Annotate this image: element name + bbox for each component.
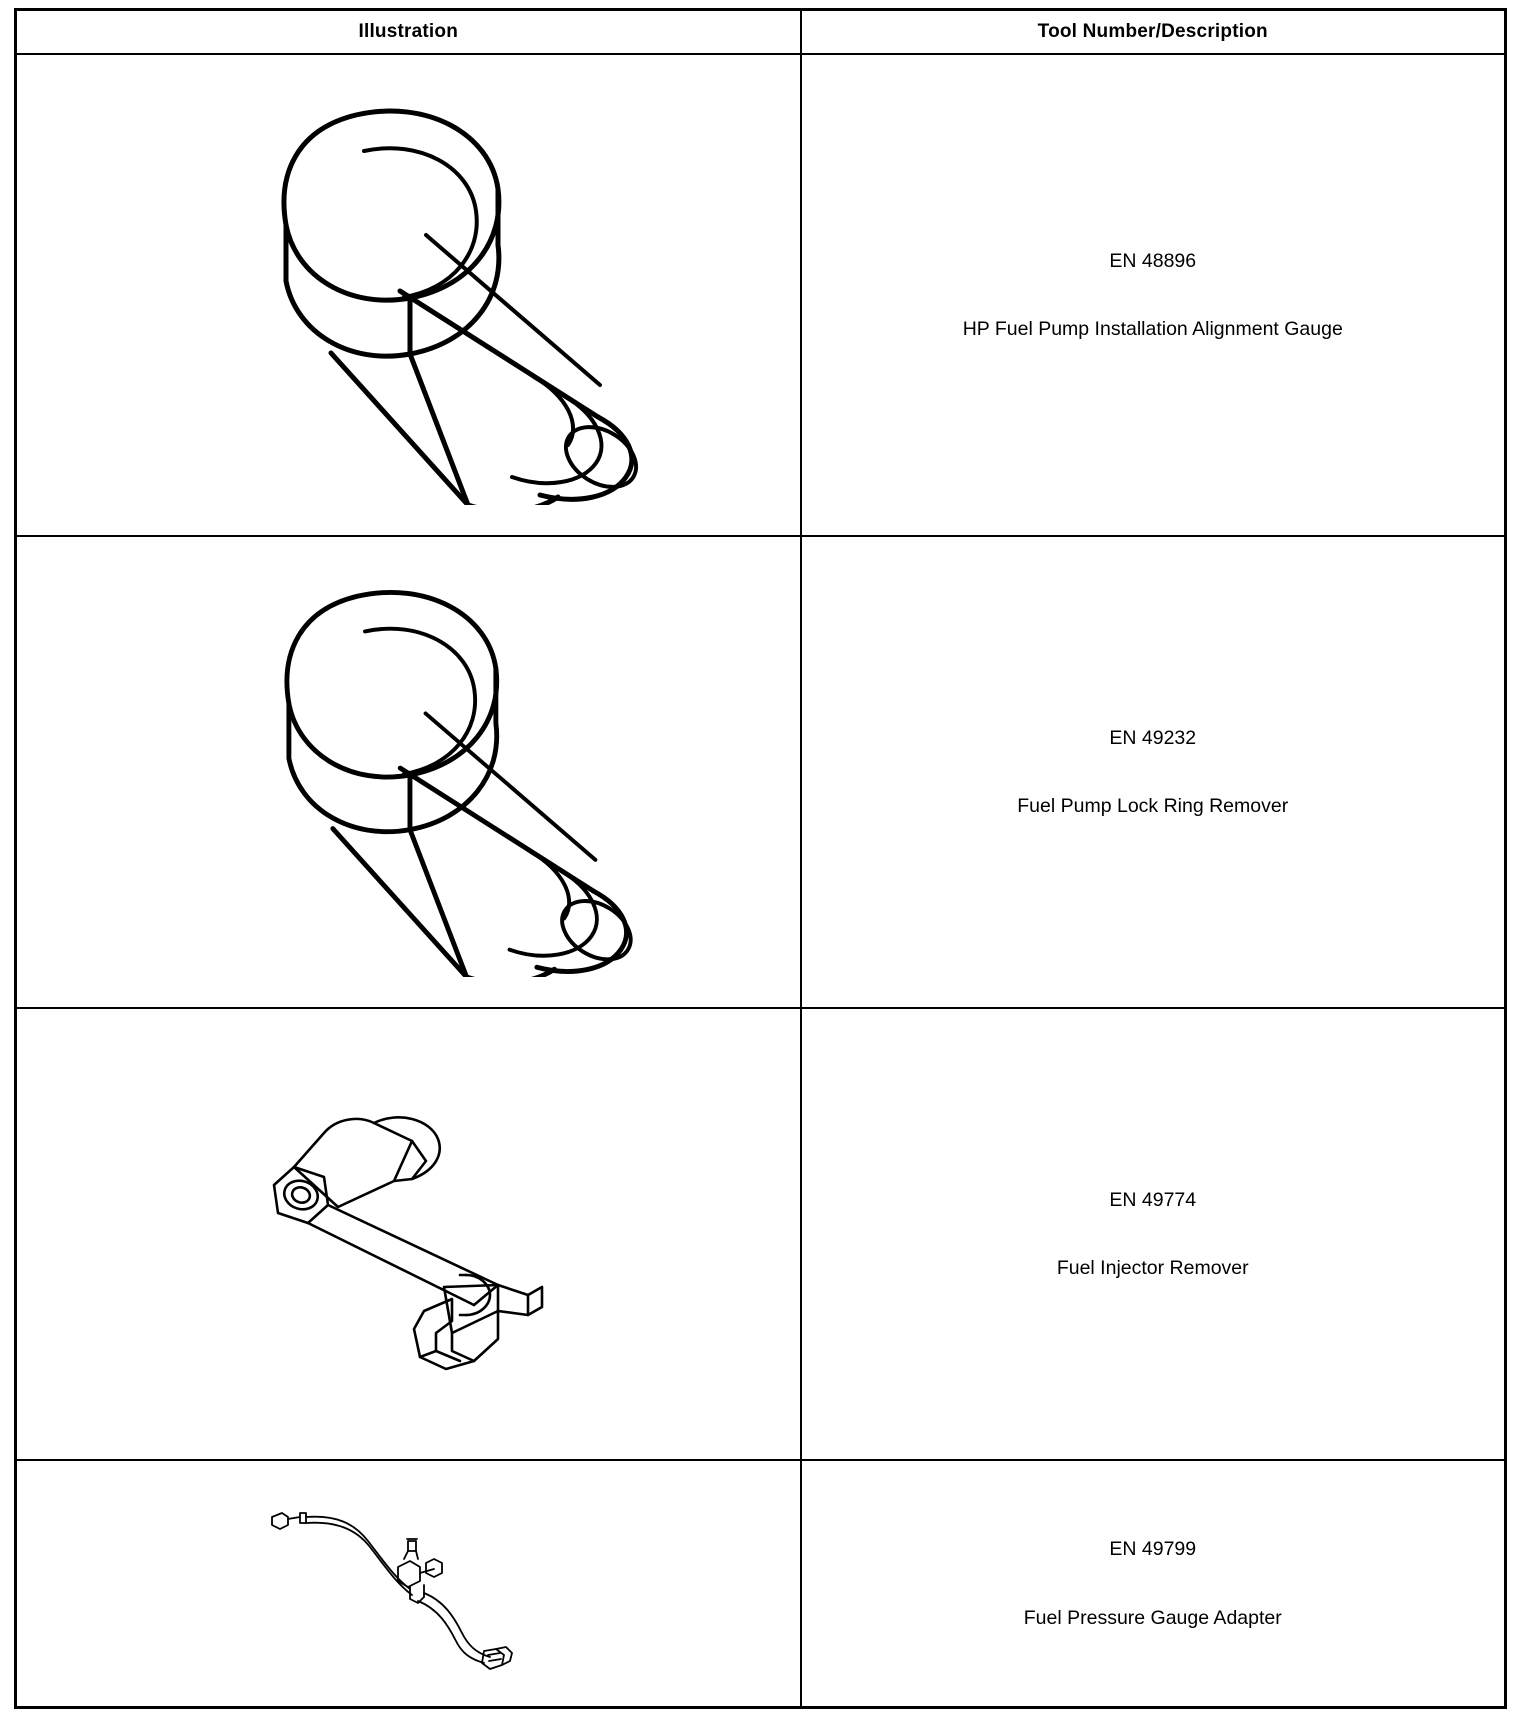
tool-number: EN 49232 [1109, 726, 1197, 749]
hp-fuel-pump-installation-alignment-gauge-icon [17, 85, 800, 505]
table-header [16, 10, 1506, 55]
fuel-pump-lock-ring-remover-icon [17, 567, 800, 977]
tool-description-cell [801, 54, 1506, 536]
table-row [16, 1008, 1506, 1460]
illustration-cell [16, 1460, 801, 1708]
tool-description: HP Fuel Pump Installation Alignment Gauge [962, 318, 1343, 340]
tool-description: Fuel Pressure Gauge Adapter [1023, 1606, 1282, 1629]
fuel-injector-remover-icon [17, 1089, 800, 1379]
tool-description: Fuel Injector Remover [1056, 1257, 1249, 1279]
tool-number: EN 49774 [1109, 1188, 1197, 1211]
illustration-cell [16, 536, 801, 1008]
table-row [16, 536, 1506, 1008]
table-row [16, 54, 1506, 536]
special-tools-table [14, 8, 1507, 1709]
table-header-row [16, 10, 1506, 55]
illustration-cell [16, 54, 801, 536]
tool-description: Fuel Pump Lock Ring Remover [1017, 795, 1289, 817]
fuel-pressure-gauge-adapter-icon [17, 1489, 800, 1679]
table-body [16, 54, 1506, 1708]
tool-number: EN 48896 [1109, 249, 1197, 272]
table-row [16, 1460, 1506, 1708]
column-header-illustration: Illustration [16, 10, 801, 55]
tool-description-cell [801, 536, 1506, 1008]
tool-description-cell [801, 1460, 1506, 1708]
illustration-cell [16, 1008, 801, 1460]
tool-number: EN 49799 [1109, 1538, 1197, 1561]
column-header-tool-number-description: Tool Number/Description [801, 10, 1506, 55]
tool-description-cell [801, 1008, 1506, 1460]
